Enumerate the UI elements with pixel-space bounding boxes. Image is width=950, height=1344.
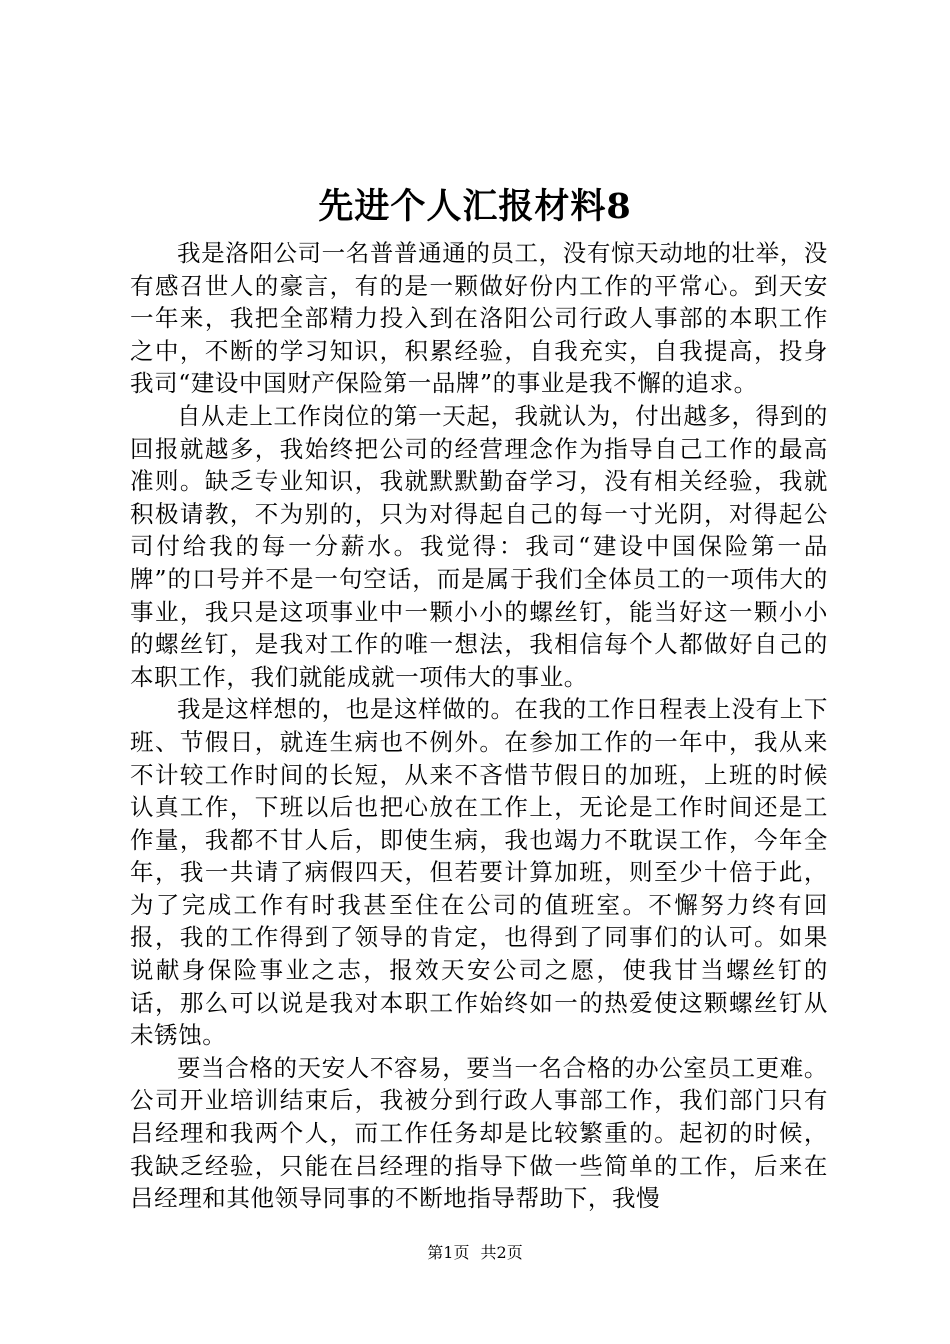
page-number: 第1页 — [427, 1243, 470, 1262]
document-title: 先进个人汇报材料8 — [318, 186, 632, 227]
page-footer — [0, 1241, 950, 1265]
paragraph: 要当合格的天安人不容易，要当一名合格的办公室员工更难。公司开业培训结束后，我被分到行政人事部工作，我们部门只有吕经理和我两个人，而工作任务却是比较繁重的。起初的时候，我缺乏经验，只能在吕经理的指导下做一些简单的工作，后来在吕经理和其他领导同事的不断地指导帮助下，我慢 — [130, 1053, 828, 1213]
paragraph: 我是洛阳公司一名普普通通的员工，没有惊天动地的壮举，没有感召世人的豪言，有的是一颗做好份内工作的平常心。到天安一年来，我把全部精力投入到在洛阳公司行政人事部的本职工作之中，不断的学习知识，积累经验，自我充实，自我提高，投身我司“建设中国财产保险第一品牌”的事业是我不懈的追求。 — [130, 239, 828, 398]
page-total: 共2页 — [480, 1243, 523, 1262]
document-body — [130, 237, 828, 1215]
paragraph: 我是这样想的，也是这样做的。在我的工作日程表上没有上下班、节假日，就连生病也不例外。在参加工作的一年中，我从来不计较工作时间的长短，从来不吝惜节假日的加班，上班的时候认真工作，下班以后也把心放在工作上，无论是工作时间还是工作量，我都不甘人后，即使生病，我也竭力不耽误工作，今年全年，我一共请了病假四天，但若要计算加班，则至少十倍于此，为了完成工作有时我甚至住在公司的值班室。不懈努力终有回报，我的工作得到了领导的肯定，也得到了同事们的认可。如果说献身保险事业之志，报效天安公司之愿，使我甘当螺丝钉的话，那么可以说是我对本职工作始终如一的热爱使这颗螺丝钉从未锈蚀。 — [130, 695, 828, 1050]
paragraph: 自从走上工作岗位的第一天起，我就认为，付出越多，得到的回报就越多，我始终把公司的经营理念作为指导自己工作的最高准则。缺乏专业知识，我就默默勤奋学习，没有相关经验，我就积极请教，不为别的，只为对得起自己的每一寸光阴，对得起公司付给我的每一分薪水。我觉得：我司“建设中国保险第一品牌”的口号并不是一句空话，而是属于我们全体员工的一项伟大的事业，我只是这项事业中一颗小小的螺丝钉，能当好这一颗小小的螺丝钉，是我对工作的唯一想法，我相信每个人都做好自己的本职工作，我们就能成就一项伟大的事业。 — [130, 401, 828, 691]
